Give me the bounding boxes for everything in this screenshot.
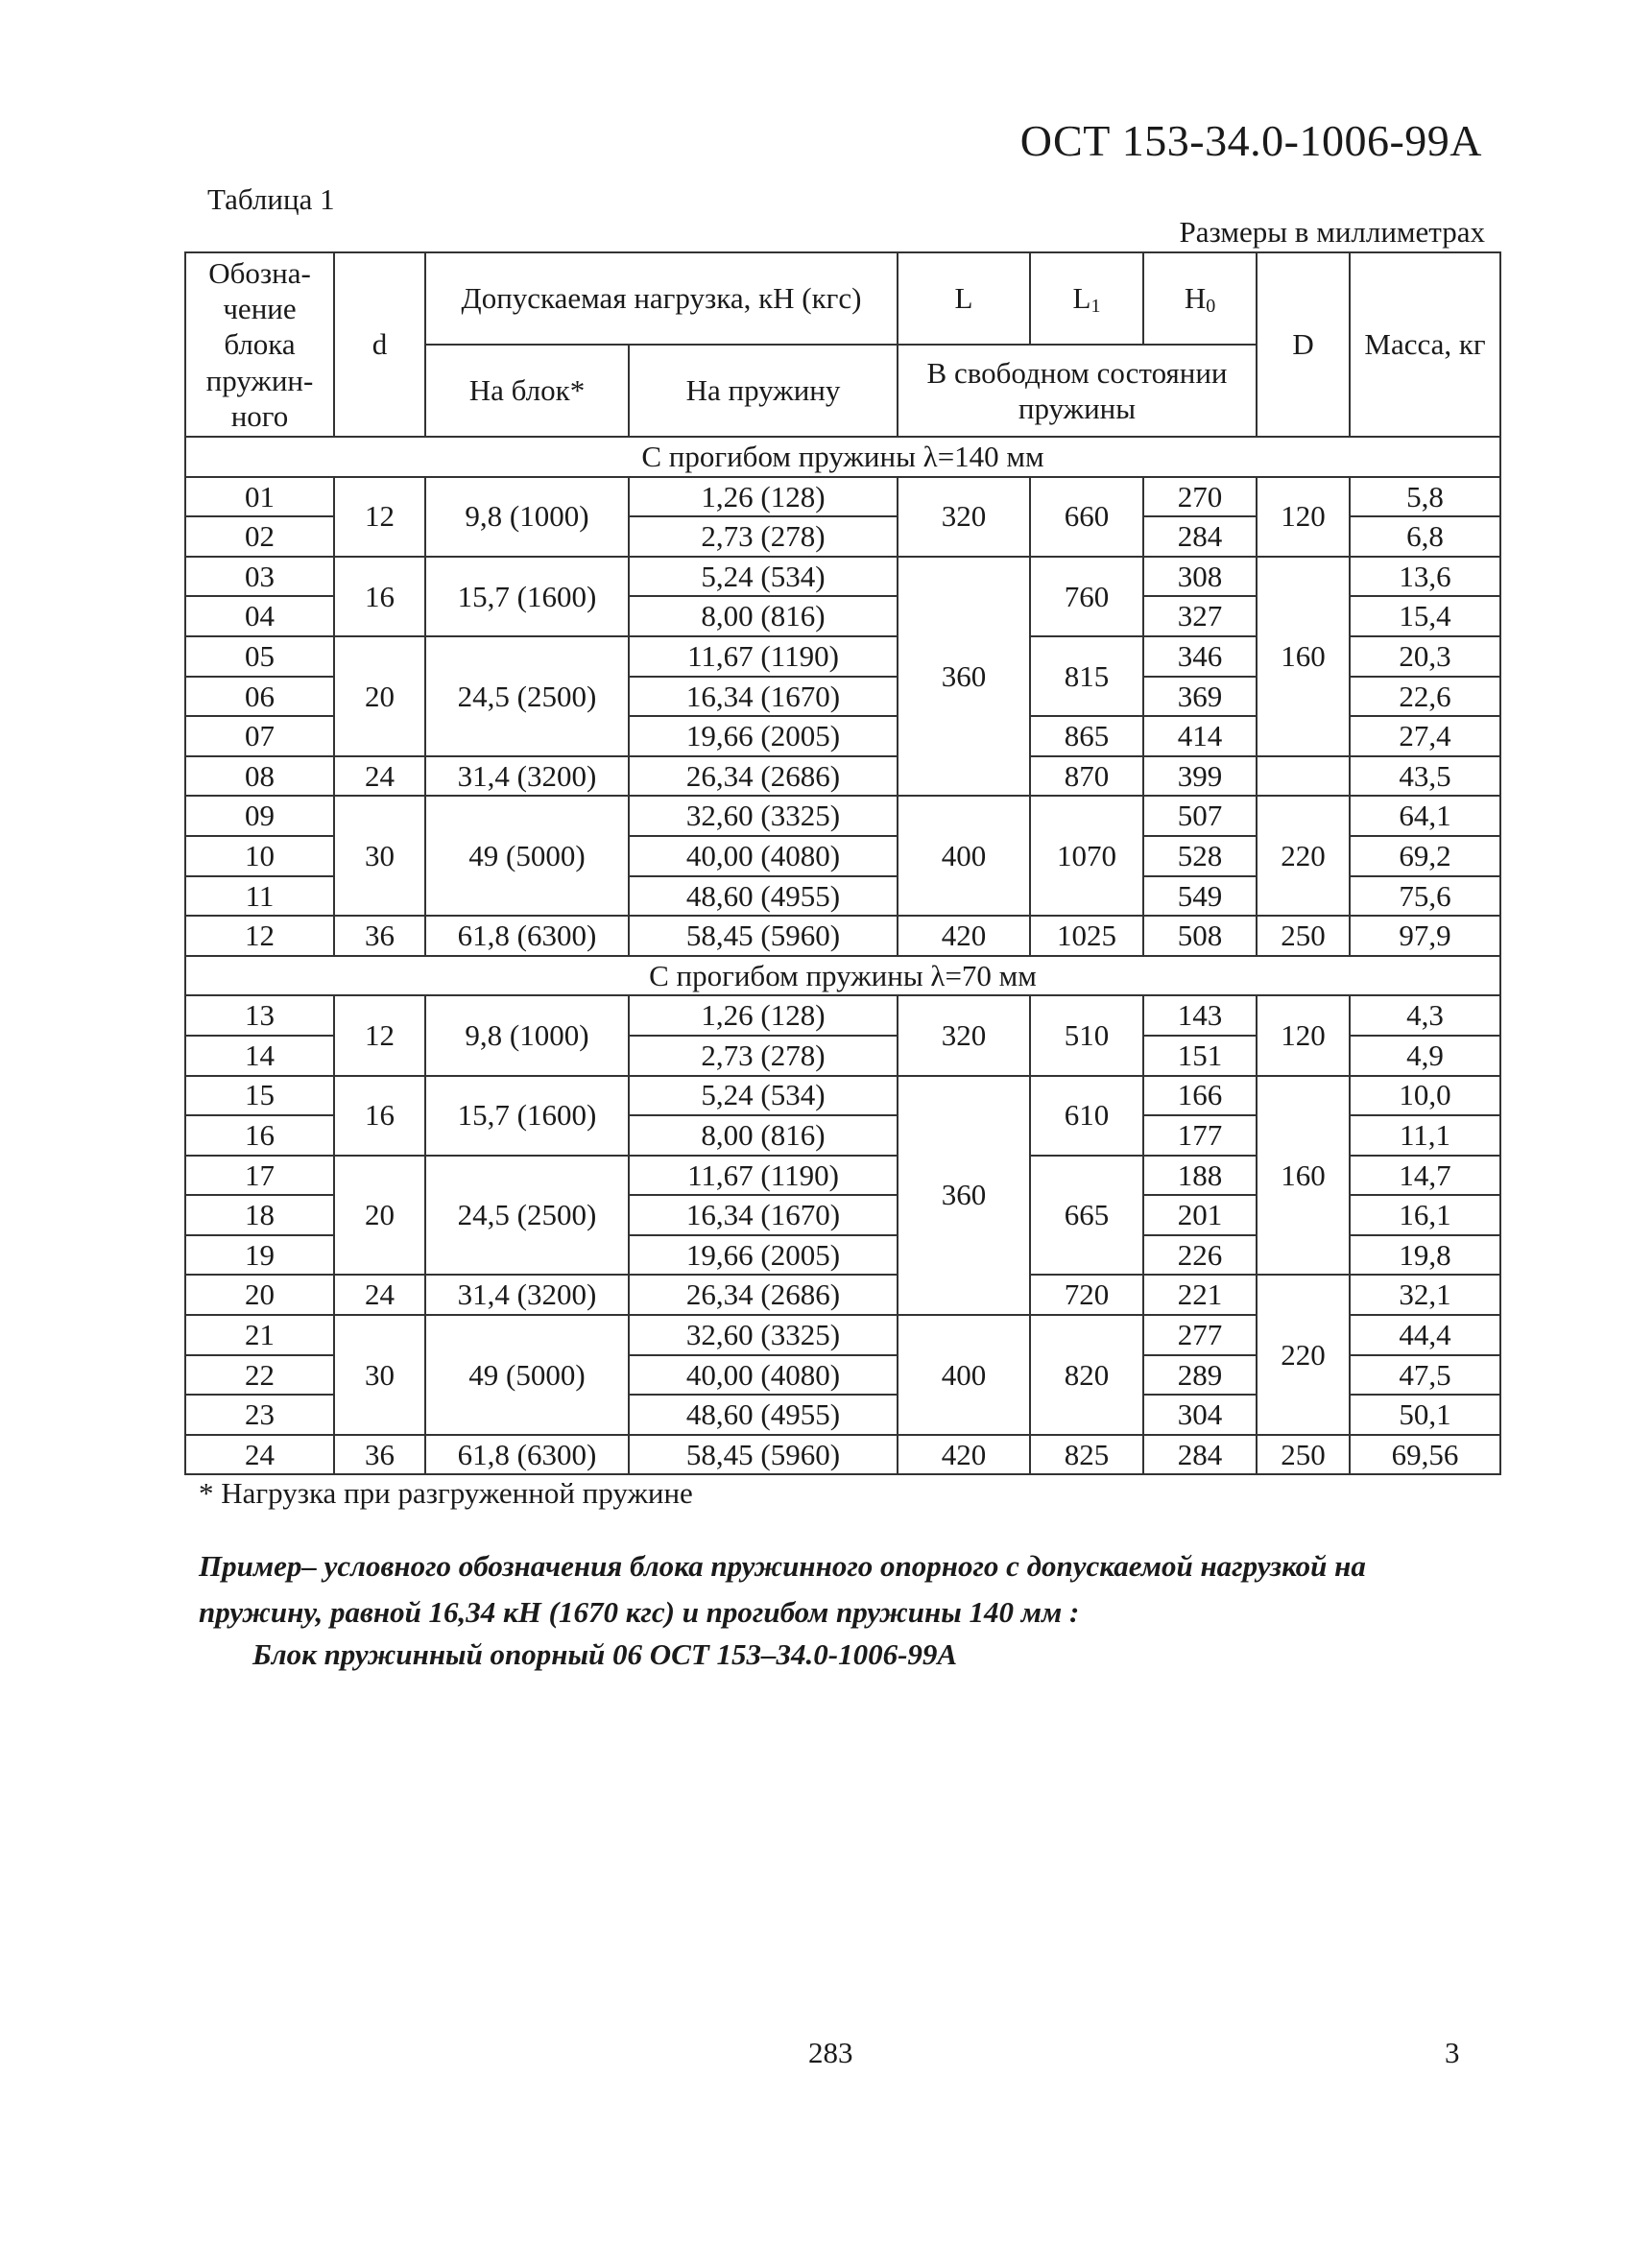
cell-load-block: 49 (5000) [425,1315,629,1435]
document-code: ОСТ 153-34.0-1006-99А [1019,116,1482,165]
cell-d: 24 [334,1275,425,1315]
cell-H0: 369 [1143,677,1257,717]
header-per-spring: На пружину [629,345,898,437]
header-allowed-load: Допускаемая нагрузка, кН (кгс) [425,252,898,345]
cell-load-spring: 8,00 (816) [629,596,898,636]
cell-mass: 4,3 [1350,995,1500,1036]
cell-designation: 04 [185,596,334,636]
header-L: L [898,252,1030,345]
cell-D: 250 [1257,916,1350,956]
cell-mass: 47,5 [1350,1355,1500,1396]
cell-d: 20 [334,636,425,756]
cell-designation: 22 [185,1355,334,1396]
cell-designation: 05 [185,636,334,677]
cell-H0: 166 [1143,1076,1257,1116]
cell-d: 12 [334,477,425,557]
cell-H0: 284 [1143,516,1257,557]
example-text: Пример– условного обозначения блока пружинного опорного с допускаемой нагрузкой на пружину, равной 16,34 кН (1670 кгс) и прогибом пружины 140 мм : [199,1549,1366,1630]
footnote: * Нагрузка при разгруженной пружине [199,1476,693,1510]
cell-designation: 15 [185,1076,334,1116]
cell-designation: 11 [185,876,334,917]
cell-L: 360 [898,1076,1030,1316]
cell-load-spring: 2,73 (278) [629,1036,898,1076]
cell-load-spring: 58,45 (5960) [629,1435,898,1475]
cell-designation: 16 [185,1115,334,1156]
cell-L: 320 [898,995,1030,1075]
cell-H0: 414 [1143,716,1257,756]
cell-mass: 97,9 [1350,916,1500,956]
table-row [185,1435,1500,1475]
cell-load-spring: 32,60 (3325) [629,796,898,836]
cell-D: 220 [1257,1275,1350,1434]
cell-load-spring: 11,67 (1190) [629,636,898,677]
cell-H0: 226 [1143,1235,1257,1276]
cell-L1: 825 [1030,1435,1143,1475]
cell-load-spring: 1,26 (128) [629,477,898,517]
cell-L: 360 [898,557,1030,797]
cell-designation: 01 [185,477,334,517]
cell-d: 36 [334,916,425,956]
cell-L: 420 [898,1435,1030,1475]
table-row [185,995,1500,1036]
cell-L1: 1025 [1030,916,1143,956]
cell-L: 400 [898,796,1030,916]
header-L1: $L_1$ [1030,252,1143,345]
cell-d: 20 [334,1156,425,1276]
cell-d: 36 [334,1435,425,1475]
cell-designation: 08 [185,756,334,797]
cell-H0: 284 [1143,1435,1257,1475]
units-note: Размеры в миллиметрах [1179,215,1485,249]
cell-load-spring: 58,45 (5960) [629,916,898,956]
cell-mass: 10,0 [1350,1076,1500,1116]
header-designation: Обозна-чение блока пружин-ного [185,252,334,437]
cell-L: 400 [898,1315,1030,1435]
cell-L1: 865 [1030,716,1143,756]
table-row [185,1275,1500,1315]
cell-H0: 277 [1143,1315,1257,1355]
cell-load-block: 61,8 (6300) [425,1435,629,1475]
cell-designation: 06 [185,677,334,717]
cell-load-spring: 26,34 (2686) [629,756,898,797]
cell-designation: 23 [185,1395,334,1435]
header-per-block: На блок* [425,345,629,437]
cell-load-spring: 11,67 (1190) [629,1156,898,1196]
cell-mass: 14,7 [1350,1156,1500,1196]
cell-load-spring: 48,60 (4955) [629,876,898,917]
page-number: 283 [808,2036,853,2069]
section-title: С прогибом пружины λ=140 мм [185,437,1500,477]
cell-load-block: 15,7 (1600) [425,1076,629,1156]
cell-H0: 308 [1143,557,1257,597]
cell-H0: 304 [1143,1395,1257,1435]
cell-L: 320 [898,477,1030,557]
cell-D: 120 [1257,477,1350,557]
cell-d: 30 [334,1315,425,1435]
cell-designation: 19 [185,1235,334,1276]
cell-H0: 221 [1143,1275,1257,1315]
header-H0: $H_0$ [1143,252,1257,345]
cell-load-spring: 16,34 (1670) [629,1195,898,1235]
cell-H0: 289 [1143,1355,1257,1396]
cell-designation: 12 [185,916,334,956]
cell-D: 250 [1257,1435,1350,1475]
cell-d: 30 [334,796,425,916]
cell-load-block: 31,4 (3200) [425,756,629,797]
cell-L: 420 [898,916,1030,956]
cell-load-spring: 5,24 (534) [629,557,898,597]
cell-mass: 69,2 [1350,836,1500,876]
cell-designation: 14 [185,1036,334,1076]
table-row [185,756,1500,797]
cell-mass: 50,1 [1350,1395,1500,1435]
cell-L1: 510 [1030,995,1143,1075]
cell-mass: 13,6 [1350,557,1500,597]
cell-designation: 24 [185,1435,334,1475]
table-label: Таблица 1 [207,182,335,216]
cell-designation: 21 [185,1315,334,1355]
cell-d: 16 [334,1076,425,1156]
cell-D: 160 [1257,1076,1350,1276]
cell-designation: 07 [185,716,334,756]
cell-L1: 720 [1030,1275,1143,1315]
cell-designation: 13 [185,995,334,1036]
cell-load-block: 9,8 (1000) [425,477,629,557]
cell-load-spring: 2,73 (278) [629,516,898,557]
cell-D [1257,756,1350,797]
cell-d: 12 [334,995,425,1075]
cell-designation: 20 [185,1275,334,1315]
cell-mass: 16,1 [1350,1195,1500,1235]
cell-D: 160 [1257,557,1350,756]
cell-H0: 201 [1143,1195,1257,1235]
cell-H0: 549 [1143,876,1257,917]
cell-designation: 02 [185,516,334,557]
cell-d: 24 [334,756,425,797]
table-row [185,796,1500,836]
cell-mass: 4,9 [1350,1036,1500,1076]
header-D: D [1257,252,1350,437]
cell-load-spring: 8,00 (816) [629,1115,898,1156]
cell-load-block: 24,5 (2500) [425,1156,629,1276]
cell-load-spring: 1,26 (128) [629,995,898,1036]
header-d: d [334,252,425,437]
cell-L1: 610 [1030,1076,1143,1156]
cell-load-spring: 26,34 (2686) [629,1275,898,1315]
cell-load-spring: 40,00 (4080) [629,836,898,876]
header-free-state: В свободном состоянии пружины [898,345,1257,437]
header-mass: Масса, кг [1350,252,1500,437]
cell-load-spring: 19,66 (2005) [629,1235,898,1276]
cell-load-block: 24,5 (2500) [425,636,629,756]
cell-designation: 03 [185,557,334,597]
cell-mass: 22,6 [1350,677,1500,717]
cell-load-block: 31,4 (3200) [425,1275,629,1315]
cell-L1: 665 [1030,1156,1143,1276]
cell-L1: 1070 [1030,796,1143,916]
cell-load-spring: 16,34 (1670) [629,677,898,717]
cell-L1: 815 [1030,636,1143,716]
table-row [185,557,1500,597]
cell-L1: 820 [1030,1315,1143,1435]
cell-designation: 09 [185,796,334,836]
cell-load-block: 9,8 (1000) [425,995,629,1075]
spring-block-table [184,251,1501,1475]
table-row [185,477,1500,517]
cell-load-spring: 5,24 (534) [629,1076,898,1116]
cell-H0: 508 [1143,916,1257,956]
cell-H0: 188 [1143,1156,1257,1196]
cell-mass: 69,56 [1350,1435,1500,1475]
cell-L1: 660 [1030,477,1143,557]
example-designation: Блок пружинный опорный 06 ОСТ 153–34.0-1006-99А [252,1637,958,1671]
cell-mass: 6,8 [1350,516,1500,557]
cell-H0: 177 [1143,1115,1257,1156]
cell-mass: 64,1 [1350,796,1500,836]
cell-H0: 143 [1143,995,1257,1036]
cell-designation: 18 [185,1195,334,1235]
cell-H0: 399 [1143,756,1257,797]
cell-D: 120 [1257,995,1350,1075]
cell-designation: 17 [185,1156,334,1196]
cell-load-spring: 19,66 (2005) [629,716,898,756]
cell-D: 220 [1257,796,1350,916]
cell-load-spring: 32,60 (3325) [629,1315,898,1355]
cell-load-spring: 48,60 (4955) [629,1395,898,1435]
cell-H0: 151 [1143,1036,1257,1076]
cell-mass: 44,4 [1350,1315,1500,1355]
cell-H0: 507 [1143,796,1257,836]
cell-mass: 15,4 [1350,596,1500,636]
cell-H0: 327 [1143,596,1257,636]
cell-mass: 20,3 [1350,636,1500,677]
cell-d: 16 [334,557,425,636]
cell-mass: 75,6 [1350,876,1500,917]
cell-L1: 760 [1030,557,1143,636]
sheet-number: 3 [1445,2036,1460,2069]
cell-designation: 10 [185,836,334,876]
cell-load-block: 49 (5000) [425,796,629,916]
cell-L1: 870 [1030,756,1143,797]
cell-H0: 528 [1143,836,1257,876]
table-row [185,916,1500,956]
cell-load-block: 61,8 (6300) [425,916,629,956]
section-title: С прогибом пружины λ=70 мм [185,956,1500,996]
cell-load-block: 15,7 (1600) [425,557,629,636]
cell-mass: 27,4 [1350,716,1500,756]
cell-mass: 43,5 [1350,756,1500,797]
spring-block-table-container [184,251,1499,1471]
cell-load-spring: 40,00 (4080) [629,1355,898,1396]
table-row [185,1076,1500,1116]
cell-H0: 346 [1143,636,1257,677]
cell-mass: 32,1 [1350,1275,1500,1315]
cell-mass: 11,1 [1350,1115,1500,1156]
cell-mass: 19,8 [1350,1235,1500,1276]
cell-H0: 270 [1143,477,1257,517]
cell-mass: 5,8 [1350,477,1500,517]
